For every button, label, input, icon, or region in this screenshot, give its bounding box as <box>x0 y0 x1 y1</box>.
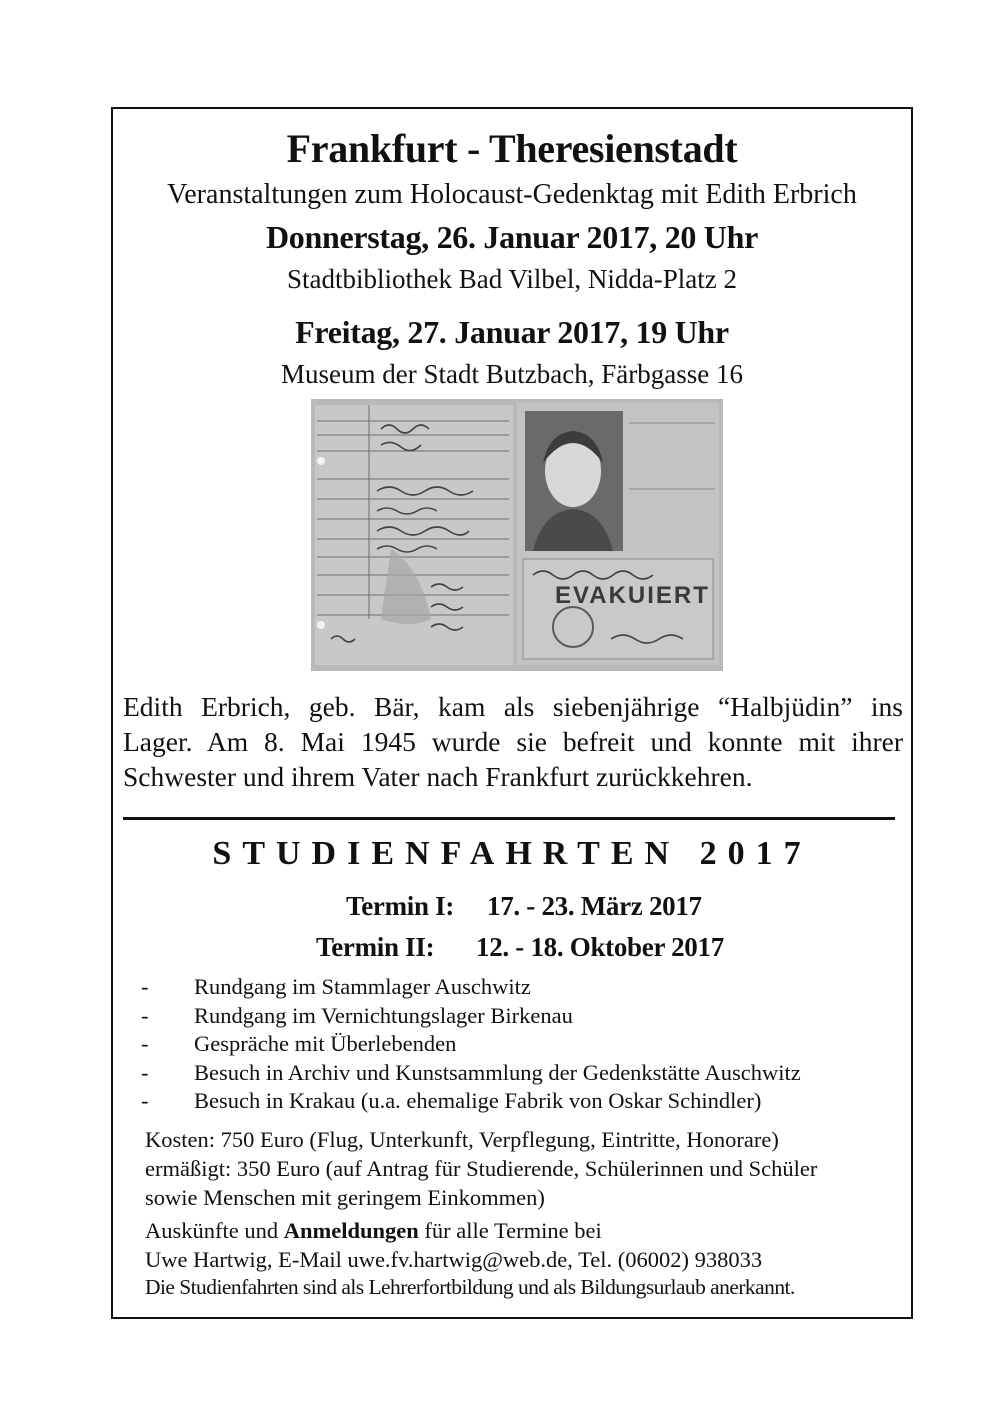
event-date-2: Freitag, 27. Januar 2017, 19 Uhr <box>295 314 729 350</box>
event-title: Frankfurt - Theresienstadt <box>286 126 738 171</box>
termin-1-label: Termin I: <box>346 891 455 921</box>
list-item: - Rundgang im Vernichtungslager Birkenau <box>141 1002 573 1028</box>
list-item: - Gespräche mit Überlebenden <box>141 1031 457 1056</box>
contact-line-1: Auskünfte und Anmeldungen für alle Termine bei <box>145 1218 602 1243</box>
cost-line: sowie Menschen mit geringem Einkommen) <box>145 1185 545 1210</box>
trip-program-list <box>141 973 801 1116</box>
description-line: Edith Erbrich, geb. Bär, kam als siebenjährige “Halbjüdin” ins <box>123 691 903 722</box>
cost-line: ermäßigt: 350 Euro (auf Antrag für Studierende, Schülerinnen und Schüler <box>145 1156 818 1181</box>
event-subtitle: Veranstaltungen zum Holocaust-Gedenktag mit Edith Erbrich <box>167 179 857 210</box>
contact-line-2: Uwe Hartwig, E-Mail uwe.fv.hartwig@web.de, Tel. (06002) 938033 <box>145 1247 763 1272</box>
study-trips-title: STUDIENFAHRTEN 2017 <box>212 835 812 872</box>
cost-line: Kosten: 750 Euro (Flug, Unterkunft, Verpflegung, Eintritte, Honorare) <box>145 1127 779 1152</box>
contact-bold: Anmeldungen <box>283 1218 419 1243</box>
section-divider <box>123 817 895 820</box>
termin-1-dates: 17. - 23. März 2017 <box>487 891 702 921</box>
id-card-photo <box>311 399 723 671</box>
list-item: - Besuch in Krakau (u.a. ehemalige Fabrik von Oskar Schindler) <box>141 1088 762 1113</box>
event-location-1: Stadtbibliothek Bad Vilbel, Nidda-Platz 2 <box>286 264 738 294</box>
event-date-1: Donnerstag, 26. Januar 2017, 20 Uhr <box>265 219 759 255</box>
list-item: - Besuch in Archiv und Kunstsammlung der Gedenkstätte Auschwitz <box>141 1059 801 1085</box>
id-card-illustration <box>311 399 723 671</box>
description-line: Schwester und ihrem Vater nach Frankfurt zurückkehren. <box>123 761 753 792</box>
list-item: - Rundgang im Stammlager Auschwitz <box>141 974 531 999</box>
termin-2-label: Termin II: <box>316 932 435 962</box>
accreditation-note: Die Studienfahrten sind als Lehrerfortbildung und als Bildungsurlaub anerkannt. <box>145 1275 795 1299</box>
contact-info <box>145 1216 762 1274</box>
description-paragraph <box>123 689 903 794</box>
termin-2-dates: 12. - 18. Oktober 2017 <box>476 932 724 962</box>
flyer-frame <box>111 107 913 1319</box>
stamp-text: EVAKUIERT <box>555 582 710 609</box>
cost-info <box>145 1125 817 1212</box>
event-location-2: Museum der Stadt Butzbach, Färbgasse 16 <box>281 359 743 389</box>
description-line: Lager. Am 8. Mai 1945 wurde sie befreit und konnte mit ihrer <box>123 726 903 757</box>
